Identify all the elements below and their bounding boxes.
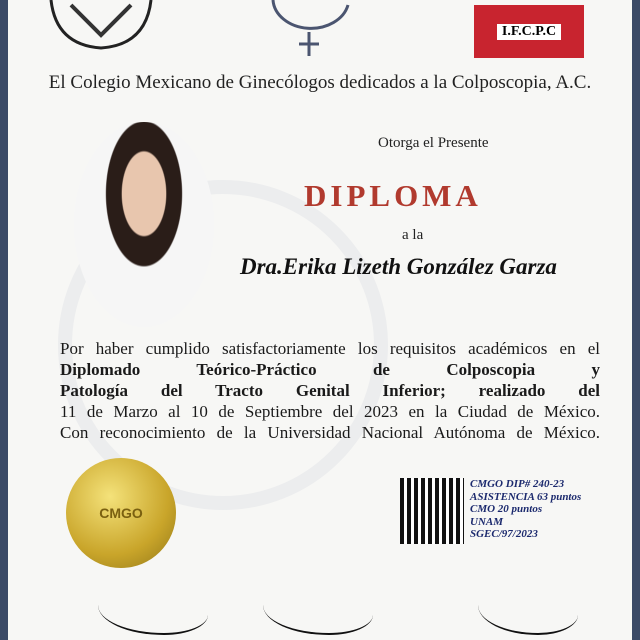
recipient-name: Dra.Erika Lizeth González Garza [240, 254, 557, 279]
ifcpc-logo [474, 5, 584, 58]
info-line: CMO 20 puntos [470, 503, 543, 515]
ifcpc-logo-text: I.F.C.P.C [497, 24, 561, 40]
diploma-title: DIPLOMA [304, 178, 482, 213]
cmgo-logo [263, 0, 373, 58]
diploma-document [8, 0, 632, 640]
body-line: Patología del Tracto Genital Inferior; realizado del [60, 381, 600, 400]
body-line: 11 de Marzo al 10 de Septiembre del 2023 en la Ciudad de México. [60, 402, 600, 421]
a-la-text: a la [402, 227, 424, 243]
otorga-text: Otorga el Presente [378, 135, 489, 151]
qr-code[interactable] [400, 478, 464, 544]
info-line: ASISTENCIA 63 puntos [470, 490, 582, 503]
signature-right [478, 585, 578, 635]
info-line: SGEC/97/2023 [470, 528, 538, 540]
gold-seal [66, 458, 176, 568]
body-line: Por haber cumplido satisfactoriamente los requisitos académicos en el [60, 339, 600, 358]
certificate-info [470, 478, 581, 541]
info-line: UNAM [470, 515, 504, 528]
unam-crest-logo [46, 0, 156, 50]
diploma-body [60, 338, 600, 443]
signature-left [98, 585, 208, 635]
organization-name: El Colegio Mexicano de Ginecólogos dedicados a la Colposcopia, A.C. [48, 72, 592, 93]
recipient-photo [74, 122, 214, 327]
body-line: Con reconocimiento de la Universidad Nacional Autónoma de México. [60, 423, 600, 442]
seal-text: CMGO [99, 505, 143, 521]
info-line: CMGO DIP# 240-23 [470, 478, 565, 490]
signature-center [263, 585, 373, 635]
body-line: Diplomado Teórico-Práctico de Colposcopia y [60, 360, 600, 379]
